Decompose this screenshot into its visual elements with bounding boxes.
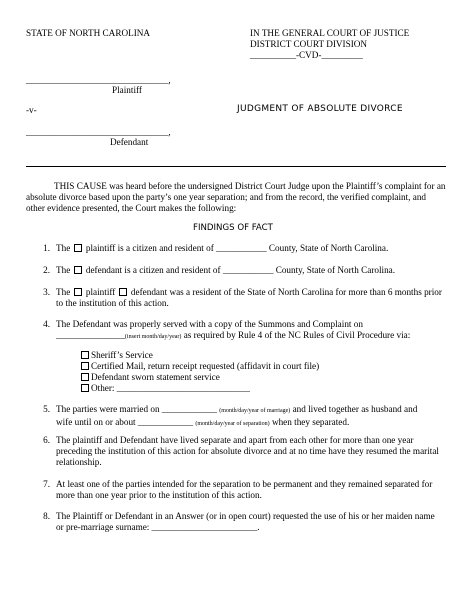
findings-heading: FINDINGS OF FACT bbox=[193, 223, 273, 233]
checkbox[interactable] bbox=[119, 288, 127, 296]
option-certified-mail[interactable] bbox=[80, 361, 319, 372]
file-number: __________-CVD-_________ bbox=[250, 50, 363, 60]
finding-text: and lived together as husband and bbox=[290, 404, 418, 414]
service-date-blank: _______________ bbox=[56, 330, 125, 340]
division-heading: DISTRICT COURT DIVISION bbox=[250, 39, 368, 49]
finding-number: 3. bbox=[43, 287, 50, 297]
checkbox[interactable] bbox=[81, 362, 89, 370]
finding-number: 5. bbox=[43, 404, 50, 414]
option-other[interactable] bbox=[80, 383, 319, 394]
defendant-label: Defendant bbox=[110, 137, 149, 147]
checkbox[interactable] bbox=[81, 351, 89, 359]
state-heading: STATE OF NORTH CAROLINA bbox=[26, 28, 151, 38]
finding-text: plaintiff bbox=[83, 287, 118, 297]
finding-text: The bbox=[56, 265, 73, 275]
finding-text: defendant is a citizen and resident of ___________ County, State of North Carolina. bbox=[83, 265, 396, 275]
option-label: Defendant sworn statement service bbox=[91, 372, 220, 382]
finding-text: The Defendant was properly served with a copy of the Summons and Complaint on bbox=[56, 319, 363, 329]
finding-text: as required by Rule 4 of the NC Rules of Civil Procedure via: bbox=[181, 330, 411, 340]
divider-rule bbox=[26, 166, 446, 167]
finding-number: 7. bbox=[43, 479, 50, 489]
finding-number: 6. bbox=[43, 435, 50, 445]
finding-number: 4. bbox=[43, 319, 50, 329]
defendant-name-line: _______________________________, bbox=[26, 127, 171, 137]
date-hint: (insert month/day/year) bbox=[124, 334, 182, 340]
versus: -v- bbox=[26, 105, 37, 115]
finding-text: At least one of the parties intended for the separation to be permanent and they remained separated for more than one year prior to the institution of this action. bbox=[56, 479, 433, 500]
plaintiff-label: Plaintiff bbox=[112, 85, 142, 95]
date-hint: (month/day/year of marriage) bbox=[219, 408, 291, 414]
court-heading: IN THE GENERAL COURT OF JUSTICE bbox=[250, 28, 410, 38]
intro-paragraph: THIS CAUSE was heard before the undersigned District Court Judge upon the Plaintiff’s complaint for an absolute divorce based upon the party’s one year separation; and from the record, the verified complaint, and other evidence presented, the Court makes the following: bbox=[26, 181, 446, 213]
finding-number: 2. bbox=[43, 265, 50, 275]
document-title: JUDGMENT OF ABSOLUTE DIVORCE bbox=[237, 104, 403, 114]
finding-number: 1. bbox=[43, 243, 50, 253]
finding-text: The plaintiff and Defendant have lived separate and apart from each other for more than one year preceding the institution of this action for absolute divorce and at no time have they resumed the marital relationship. bbox=[56, 435, 439, 467]
finding-text: when they separated. bbox=[269, 417, 350, 427]
finding-text: The bbox=[56, 287, 73, 297]
service-options bbox=[80, 350, 319, 394]
finding-text: The bbox=[56, 243, 73, 253]
finding-number: 8. bbox=[43, 511, 50, 521]
finding-text: or pre-marriage surname: _______________________. bbox=[56, 522, 260, 532]
checkbox[interactable] bbox=[81, 384, 89, 392]
checkbox[interactable] bbox=[74, 244, 82, 252]
finding-text: defendant was a resident of the State of North Carolina for more than 6 months prior to the institution of this action. bbox=[56, 287, 442, 308]
checkbox[interactable] bbox=[74, 288, 82, 296]
finding-text: The Plaintiff or Defendant in an Answer (or in open court) requested the use of his or her maiden name bbox=[56, 511, 435, 521]
option-label: Sheriff’s Service bbox=[91, 350, 153, 360]
plaintiff-name-line: _______________________________, bbox=[26, 75, 171, 85]
option-sheriff[interactable] bbox=[80, 350, 319, 361]
option-label: Certified Mail, return receipt requested (affidavit in court file) bbox=[91, 361, 320, 371]
option-sworn-statement[interactable] bbox=[80, 372, 319, 383]
finding-text: wife until on or about ____________ bbox=[56, 417, 196, 427]
checkbox[interactable] bbox=[74, 266, 82, 274]
option-label: Other: _____________________________ bbox=[91, 383, 250, 393]
finding-text: plaintiff is a citizen and resident of ___________ County, State of North Carolina. bbox=[83, 243, 389, 253]
date-hint: (month/day/year of separation) bbox=[195, 421, 270, 427]
checkbox[interactable] bbox=[81, 373, 89, 381]
finding-text: The parties were married on ____________ bbox=[56, 404, 220, 414]
